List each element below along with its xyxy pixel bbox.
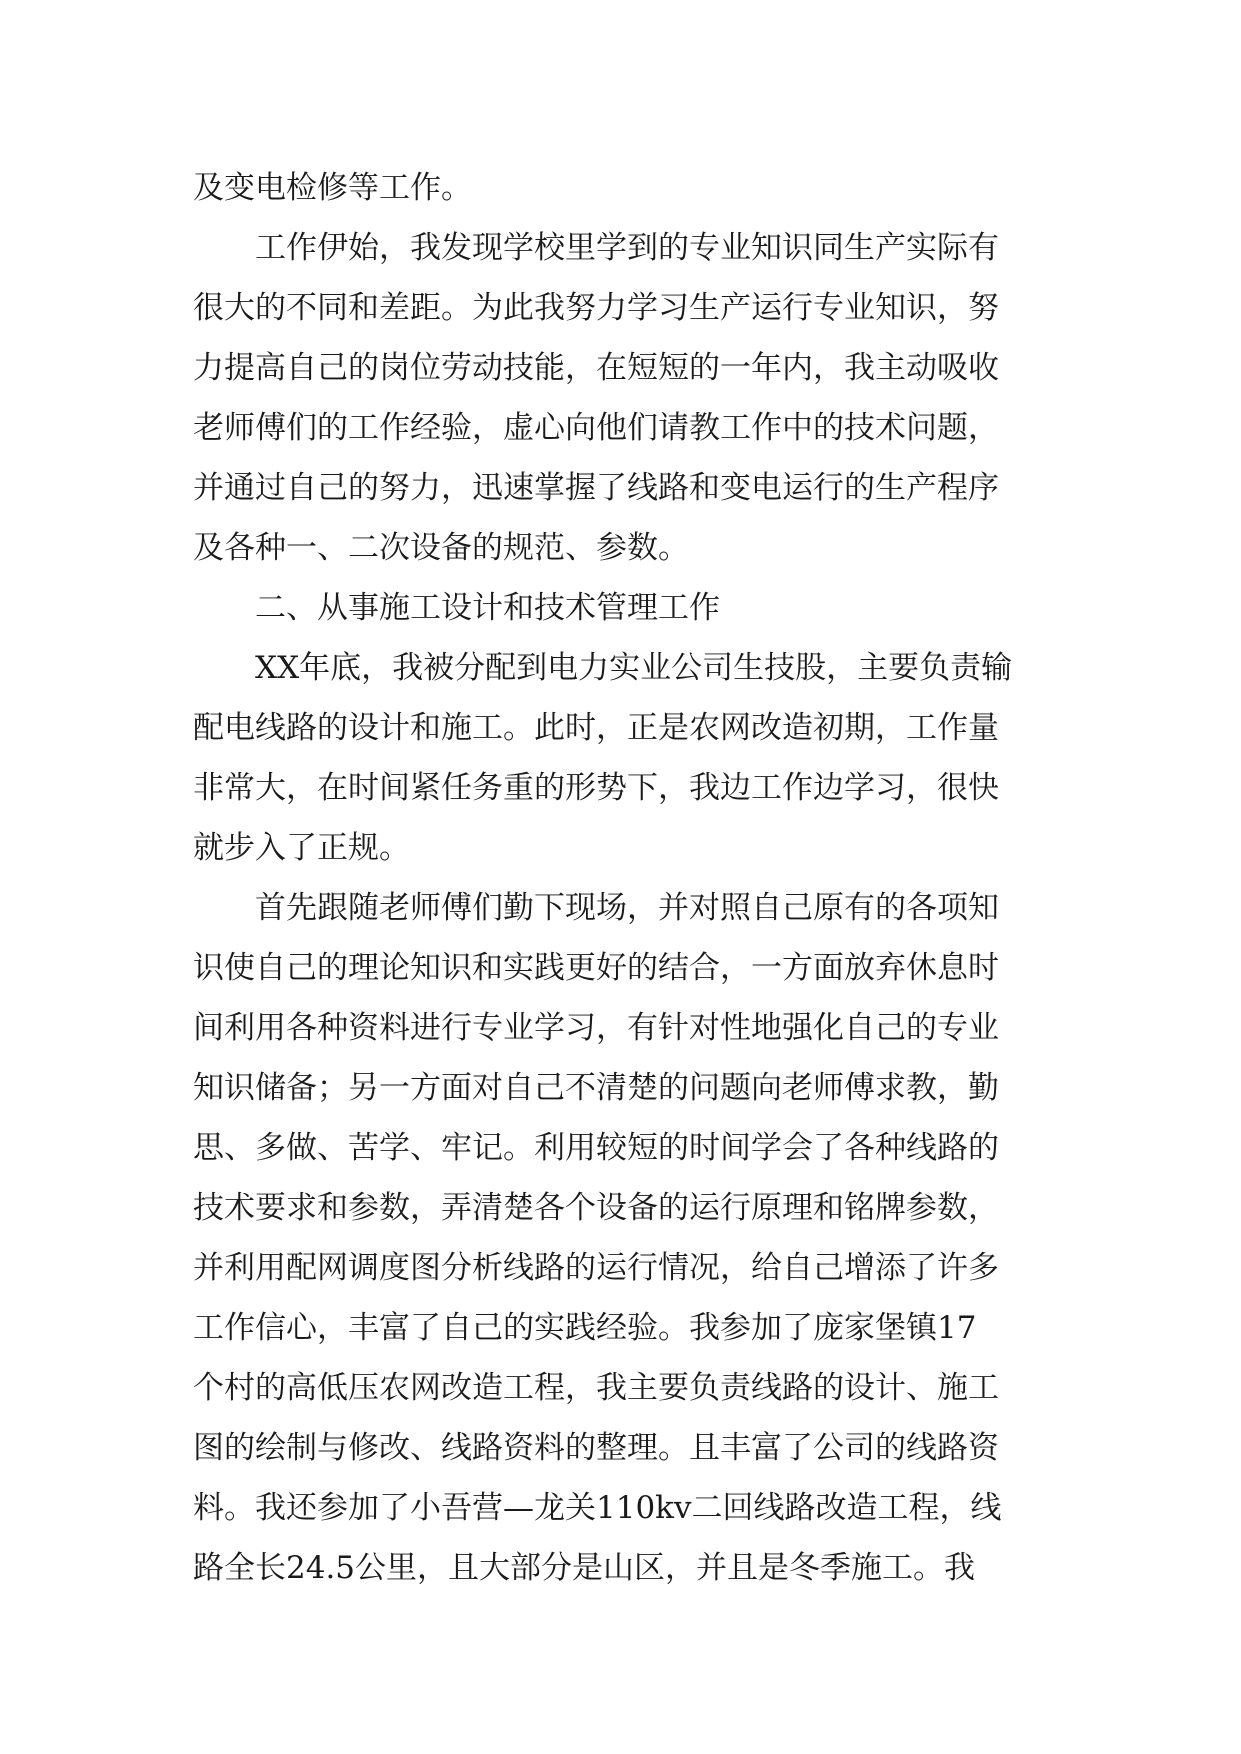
text-line: 非常大，在时间紧任务重的形势下，我边工作边学习，很快 xyxy=(193,770,999,806)
text-line: 并通过自己的努力，迅速掌握了线路和变电运行的生产程序 xyxy=(193,470,999,506)
paragraph-start-line: XX年底，我被分配到电力实业公司生技股，主要负责输 xyxy=(255,650,1013,686)
text-line: 个村的高低压农网改造工程，我主要负责线路的设计、施工 xyxy=(193,1370,999,1406)
text-line: 知识储备；另一方面对自己不清楚的问题向老师傅求教，勤 xyxy=(193,1070,999,1106)
text-line: 图的绘制与修改、线路资料的整理。且丰富了公司的线路资 xyxy=(193,1430,999,1466)
text-line: 就步入了正规。 xyxy=(193,830,410,866)
text-line: 识使自己的理论知识和实践更好的结合，一方面放弃休息时 xyxy=(193,950,999,986)
paragraph-start-line: 首先跟随老师傅们勤下现场，并对照自己原有的各项知 xyxy=(255,890,999,926)
text-line: 老师傅们的工作经验，虚心向他们请教工作中的技术问题， xyxy=(193,410,999,446)
text-line: 很大的不同和差距。为此我努力学习生产运行专业知识，努 xyxy=(193,290,999,326)
text-line: 料。我还参加了小吾营—龙关110kv二回线路改造工程，线 xyxy=(193,1490,1002,1526)
text-line: 力提高自己的岗位劳动技能，在短短的一年内，我主动吸收 xyxy=(193,350,999,386)
text-line: 技术要求和参数，弄清楚各个设备的运行原理和铭牌参数， xyxy=(193,1190,999,1226)
text-line: 工作信心，丰富了自己的实践经验。我参加了庞家堡镇17 xyxy=(193,1310,977,1346)
paragraph-start-line: 工作伊始，我发现学校里学到的专业知识同生产实际有 xyxy=(255,230,999,266)
document-body xyxy=(193,158,1053,1598)
text-line: 及各种一、二次设备的规范、参数。 xyxy=(193,530,689,566)
text-line: 并利用配网调度图分析线路的运行情况，给自己增添了许多 xyxy=(193,1250,999,1286)
text-line: 及变电检修等工作。 xyxy=(193,170,472,206)
text-line: 间利用各种资料进行专业学习，有针对性地强化自己的专业 xyxy=(193,1010,999,1046)
section-heading: 二、从事施工设计和技术管理工作 xyxy=(255,590,720,626)
text-line: 思、多做、苦学、牢记。利用较短的时间学会了各种线路的 xyxy=(193,1130,999,1166)
text-line: 路全长24.5公里，且大部分是山区，并且是冬季施工。我 xyxy=(193,1550,976,1586)
text-line: 配电线路的设计和施工。此时，正是农网改造初期，工作量 xyxy=(193,710,999,746)
